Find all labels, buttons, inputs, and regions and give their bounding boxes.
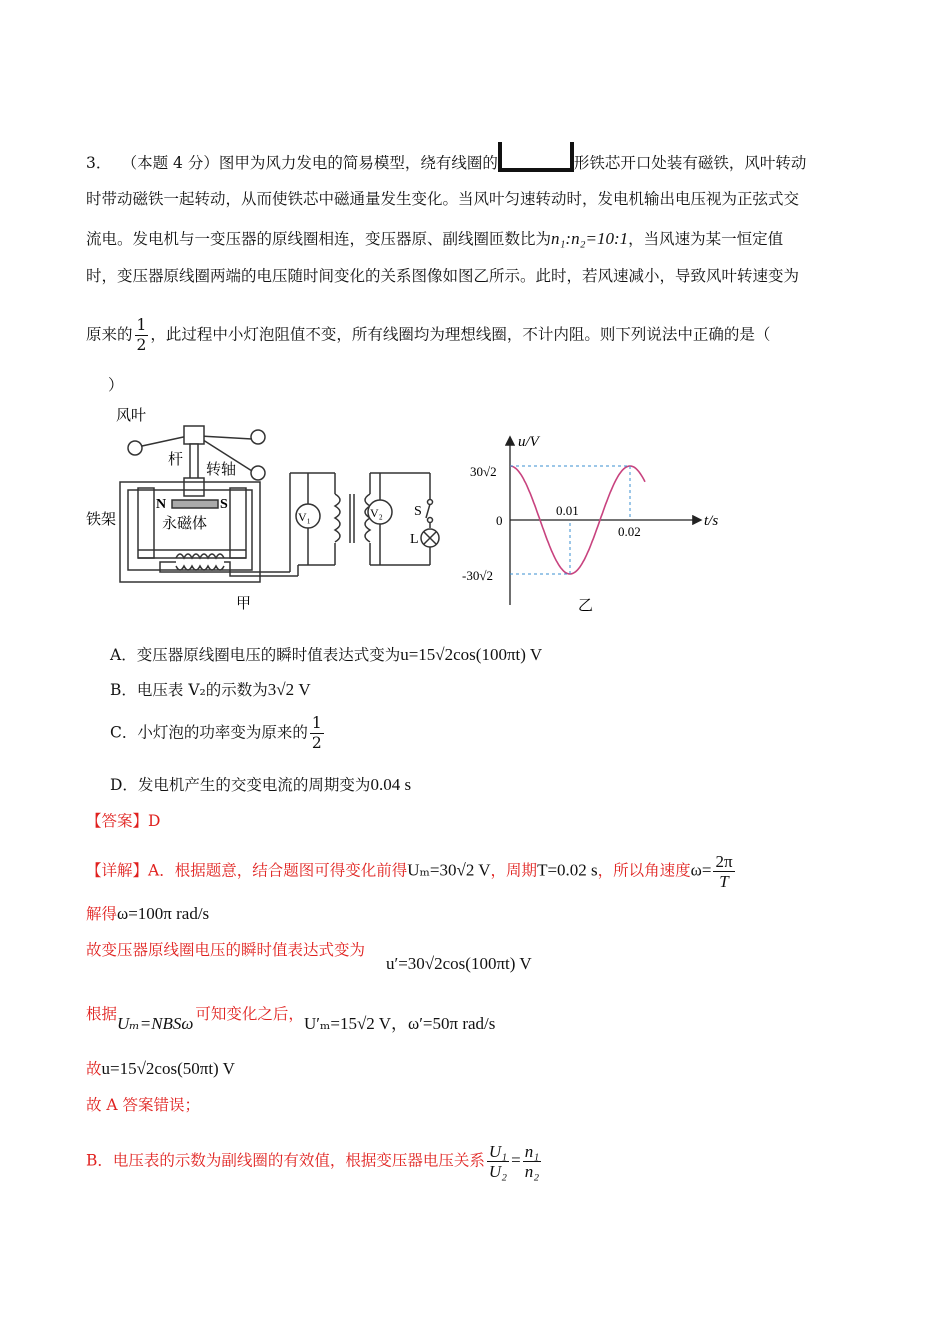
answer-label: 【答案】D bbox=[86, 812, 161, 830]
explain-line-6: 故 A 答案错误； bbox=[86, 1096, 201, 1114]
option-b-math: 3√2 V bbox=[267, 680, 311, 699]
label-fengye: 风叶 bbox=[116, 408, 147, 424]
question-text: 图甲为风力发电的简易模型，绕有线圈的 bbox=[218, 154, 498, 172]
label-gan: 杆 bbox=[168, 452, 184, 468]
label-zhuanzhou: 转轴 bbox=[206, 462, 237, 478]
fraction-half: $\frac{1}{2}$ bbox=[311, 714, 322, 752]
label-lamp: L bbox=[410, 532, 419, 547]
option-a-math: u=15√2cos(100πt) V bbox=[400, 645, 543, 664]
option-d-math: 0.04 s bbox=[370, 775, 412, 794]
question-line-6: ） bbox=[108, 376, 124, 394]
option-d[interactable] bbox=[110, 773, 411, 795]
figure-jia bbox=[80, 400, 450, 615]
label-yongciti: 永磁体 bbox=[162, 516, 208, 532]
x-tick-002: 0.02 bbox=[618, 524, 641, 539]
question-line-3 bbox=[86, 227, 783, 251]
x-axis-label: t/s bbox=[704, 513, 719, 529]
explain-line-3-math: u′=30√2cos(100πt) V bbox=[386, 954, 532, 973]
option-b[interactable] bbox=[110, 678, 311, 700]
explain-line-2: 解得ω=100π rad/s bbox=[86, 904, 210, 923]
turns-ratio: n₁:n₂=10:1 bbox=[551, 229, 629, 248]
option-a[interactable] bbox=[110, 643, 542, 665]
question-line-4: 时，变压器原线圈两端的电压随时间变化的关系图像如图乙所示。此时，若风速减小，导致风叶转速变为 bbox=[86, 267, 800, 285]
y-axis-label: u/V bbox=[518, 434, 539, 450]
question-text: 形铁芯开口处装有磁铁，风叶转动 bbox=[573, 154, 807, 172]
fraction-n: $\frac{\text{n₁}}{\text{n₂}}$ bbox=[524, 1142, 540, 1181]
label-v1: V₁ bbox=[298, 510, 311, 524]
x-tick-001: 0.01 bbox=[556, 503, 579, 518]
question-line-5 bbox=[86, 316, 770, 355]
label-n: N bbox=[156, 497, 167, 512]
explain-line-7: B．电压表的示数为副线圈的有效值，根据变压器电压关系 $\frac{\text{U₁}}{\text{U₂}}$ = $\frac{\text{n₁}}{\text{n₂}}$ bbox=[86, 1142, 540, 1181]
question-line-2: 时带动磁铁一起转动，从而使铁芯中磁通量发生变化。当风叶匀速转动时，发电机输出电压视为正弦式交 bbox=[86, 190, 800, 208]
question-text: 流电。发电机与一变压器的原线圈相连，变压器原、副线圈匝数比为 bbox=[86, 230, 552, 248]
explain-line-3: 故变压器原线圈电压的瞬时值表达式变为 bbox=[86, 941, 366, 959]
label-s: S bbox=[220, 497, 228, 512]
explain-line-4: 根据Uₘ=NBSω 可知变化之后，U′ₘ=15√2 V，ω′=50π rad/s bbox=[86, 1005, 496, 1033]
question-line-1 bbox=[86, 142, 806, 175]
explain-line-1: 【详解】A．根据题意，结合题图可得变化前得Uₘ=30√2 V，周期T=0.02 s，所以角速度ω= $\frac{2\pi}{T}$ bbox=[86, 852, 733, 891]
label-switch: S bbox=[414, 504, 422, 519]
option-b-text: B．电压表 V₂的示数为 bbox=[110, 681, 268, 699]
option-c[interactable] bbox=[110, 714, 326, 753]
option-d-text: D．发电机产生的交变电流的周期变为 bbox=[110, 776, 371, 794]
option-c-text: C．小灯泡的功率变为原来的 bbox=[110, 723, 308, 742]
label-tiejia: 铁架 bbox=[86, 512, 117, 528]
y-tick-pos: 30√2 bbox=[470, 464, 497, 479]
question-number: 3． bbox=[86, 154, 112, 172]
question-text: 原来的 bbox=[86, 325, 133, 344]
question-text: ，当风速为某一恒定值 bbox=[628, 230, 784, 248]
caption-jia: 甲 bbox=[236, 596, 252, 612]
y-tick-zero: 0 bbox=[496, 513, 503, 528]
question-meta: （本题 4 分） bbox=[129, 154, 219, 172]
u-core-icon bbox=[498, 142, 574, 172]
explain-line-5: 故u=15√2cos(50πt) V bbox=[86, 1059, 235, 1078]
fraction-half: $\frac{1}{2}$ bbox=[136, 316, 147, 354]
fraction-omega: $\frac{2\pi}{T}$ bbox=[715, 852, 733, 891]
y-tick-neg: -30√2 bbox=[462, 568, 493, 583]
figure-yi-chart bbox=[460, 430, 730, 620]
option-a-text: A．变压器原线圈电压的瞬时值表达式变为 bbox=[110, 646, 401, 664]
label-v2: V₂ bbox=[370, 506, 383, 520]
caption-yi: 乙 bbox=[578, 598, 594, 614]
question-text: ，此过程中小灯泡阻值不变，所有线圈均为理想线圈，不计内阻。则下列说法中正确的是（ bbox=[150, 325, 771, 344]
fraction-u: $\frac{\text{U₁}}{\text{U₂}}$ bbox=[488, 1142, 508, 1181]
